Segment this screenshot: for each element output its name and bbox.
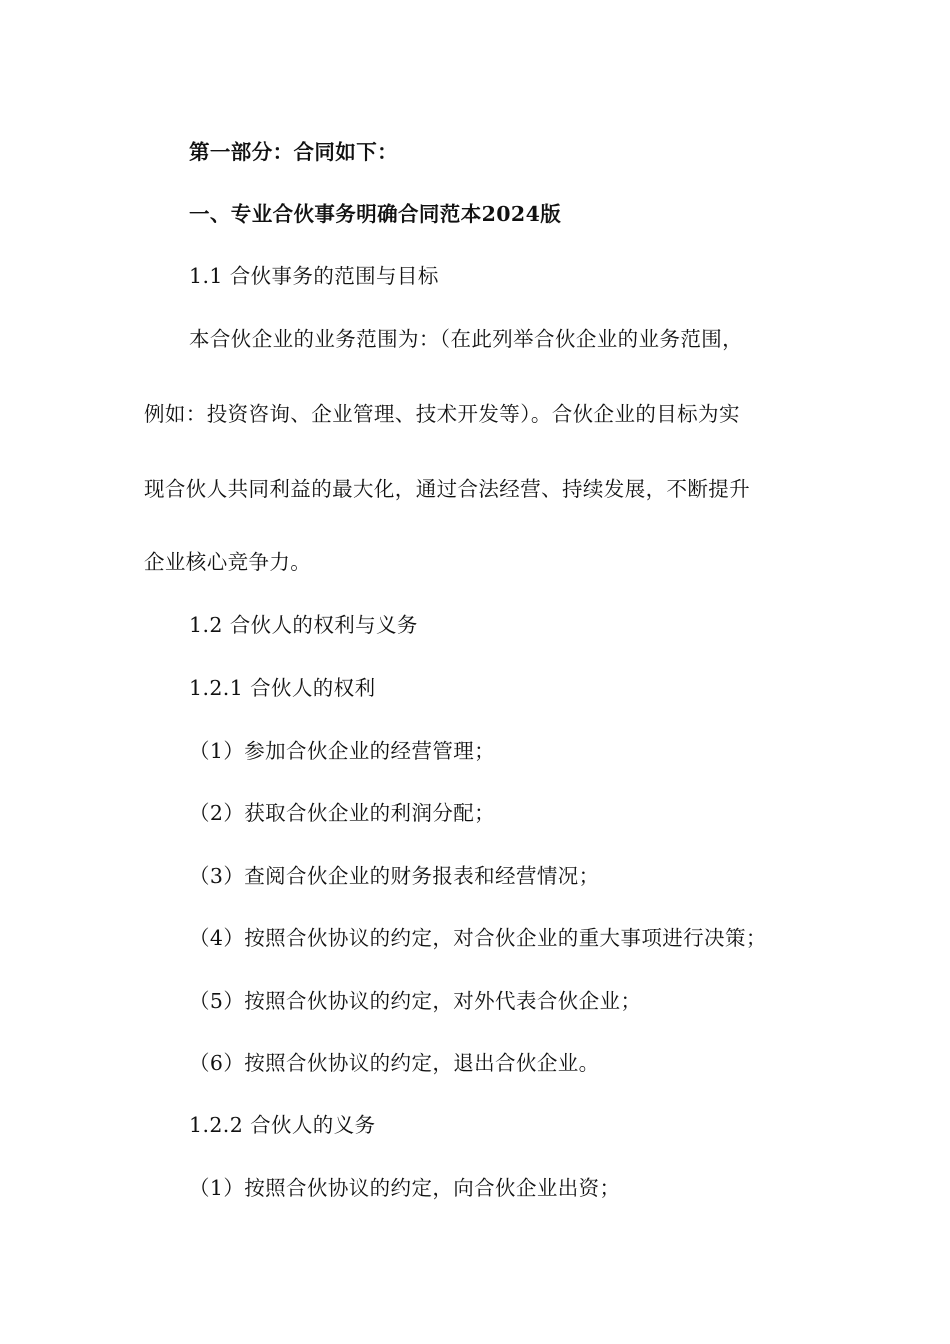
rights-list-item: （4）按照合伙协议的约定，对合伙企业的重大事项进行决策； — [189, 926, 767, 950]
obligations-list-item: （1）按照合伙协议的约定，向合伙企业出资； — [189, 1176, 621, 1200]
section-1-2-1-title: 1.2.1 合伙人的权利 — [189, 676, 376, 700]
part-heading: 第一部分：合同如下： — [189, 140, 398, 164]
paragraph-line: 例如：投资咨询、企业管理、技术开发等）。合伙企业的目标为实 — [144, 402, 740, 426]
rights-list-item: （1）参加合伙企业的经营管理； — [189, 739, 496, 763]
paragraph-line: 本合伙企业的业务范围为：（在此列举合伙企业的业务范围， — [189, 327, 744, 351]
rights-list-item: （3）查阅合伙企业的财务报表和经营情况； — [189, 864, 600, 888]
paragraph-line: 现合伙人共同利益的最大化，通过合法经营、持续发展，不断提升 — [144, 477, 751, 501]
section-1-2-title: 1.2 合伙人的权利与义务 — [189, 613, 418, 637]
contract-title: 一、专业合伙事务明确合同范本2024版 — [189, 202, 562, 226]
rights-list-item: （6）按照合伙协议的约定，退出合伙企业。 — [189, 1051, 600, 1075]
rights-list-item: （5）按照合伙协议的约定，对外代表合伙企业； — [189, 989, 642, 1013]
section-1-2-2-title: 1.2.2 合伙人的义务 — [189, 1113, 376, 1137]
section-1-1-title: 1.1 合伙事务的范围与目标 — [189, 264, 439, 288]
rights-list-item: （2）获取合伙企业的利润分配； — [189, 801, 496, 825]
paragraph-line: 企业核心竞争力。 — [144, 550, 312, 574]
